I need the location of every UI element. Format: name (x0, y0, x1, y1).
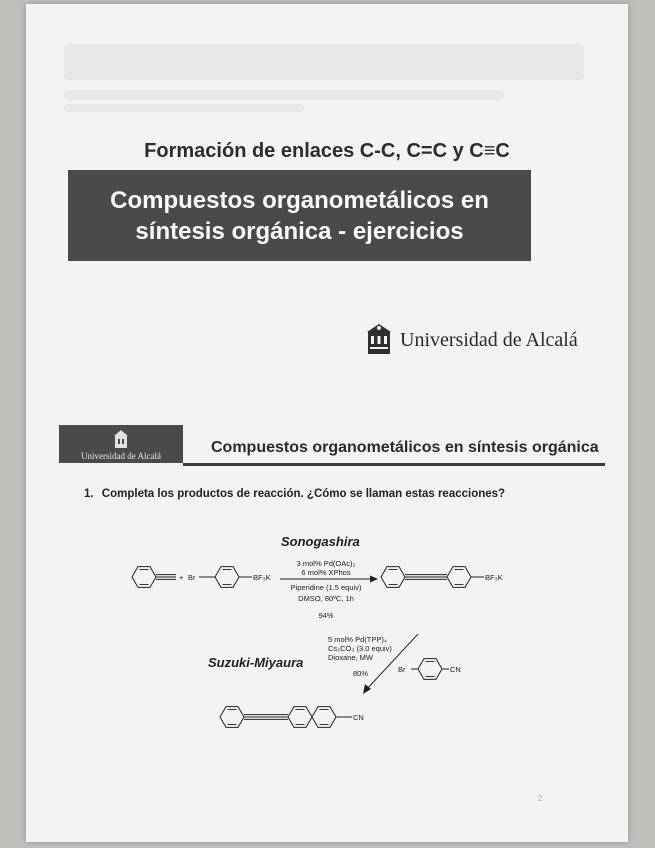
product-bf3k-label: BF₃K (485, 573, 503, 582)
condition2-solvent: Dioxane, MW (328, 653, 374, 662)
reaction1-name: Sonogashira (281, 534, 360, 549)
university-name: Universidad de Alcalá (400, 329, 578, 351)
header-logo-text: Universidad de Alcalá (81, 451, 161, 461)
banner-title-line2: síntesis orgánica - ejercicios (135, 217, 464, 245)
reaction-scheme (26, 4, 628, 842)
bf3k-label: BF₃K (253, 573, 271, 582)
plus-sign: + (179, 573, 184, 582)
reagent-br-label: Br (398, 665, 406, 674)
condition1-solvent: DMSO, 80ºC, 1h (298, 594, 354, 603)
condition2-base: Cs₂CO₃ (3.0 equiv) (328, 644, 392, 653)
condition2-catalyst: 5 mol% Pd(TPP)₄ (328, 635, 387, 644)
arrowhead-1 (370, 576, 378, 583)
condition1-yield: 94% (318, 611, 334, 620)
banner-title-line1: Compuestos organometálicos en (110, 186, 489, 214)
condition2-yield: 80% (353, 669, 369, 678)
document-page (26, 4, 628, 842)
section-title: Formación de enlaces C-C, C=C y C≡C (144, 140, 510, 162)
question-text: Completa los productos de reacción. ¿Cómo se llaman estas reacciones? (101, 488, 506, 500)
header-title: Compuestos organometálicos en síntesis orgánica (211, 439, 599, 456)
condition1-catalyst: 3 mol% Pd(OAc)₂ (296, 559, 356, 568)
final-cn-label: CN (353, 713, 364, 722)
reagent-cn-label: CN (450, 665, 461, 674)
br-label: Br (188, 573, 196, 582)
reaction2-name: Suzuki-Miyaura (208, 655, 304, 670)
condition1-base: Piperidine (1.5 equiv) (290, 583, 362, 592)
page-number: 2 (538, 794, 543, 803)
condition1-ligand: 6 mol% XPhos (301, 568, 351, 577)
question-number: 1. (84, 488, 94, 500)
